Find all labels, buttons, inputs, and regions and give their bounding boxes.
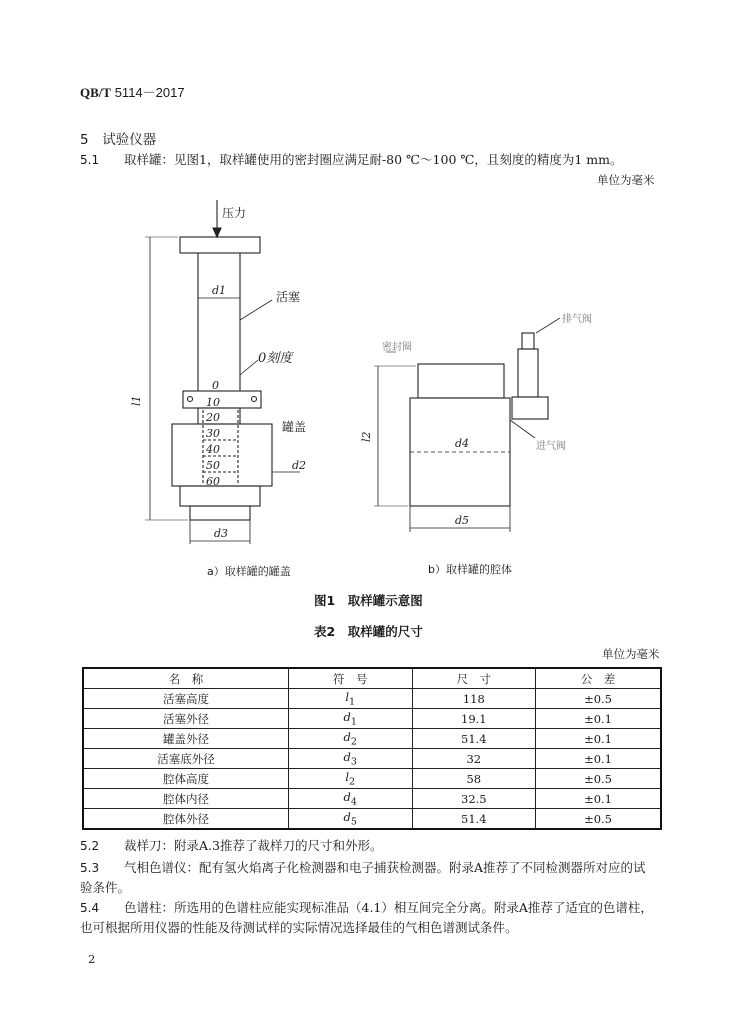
scale-0: 0 [212,379,219,392]
label-inlet: 进气阀 [536,441,566,452]
table-row [83,709,661,729]
scale-40: 40 [206,443,220,456]
label-zero-scale: 0刻度 [258,351,293,366]
cell-tolerance: ±0.5 [536,809,661,830]
paragraph-number: 5.2 [80,839,100,853]
caption-b: b）取样罐的腔体 [428,563,512,576]
label-d4: d4 [455,437,470,450]
page-number: 2 [88,952,96,966]
table-row [83,789,661,809]
cell-symbol: $d_2$ [288,729,412,749]
cell-symbol: $l_1$ [288,689,412,709]
unit-note-figure: 单位为毫米 [597,173,655,187]
table-title: 表2 取样罐的尺寸 [314,624,423,639]
cell-tolerance: ±0.5 [536,769,661,789]
scale-20: 20 [206,411,220,424]
piston-base [190,506,250,520]
header-name: 名 称 [83,668,288,689]
cell-symbol: $d_5$ [288,809,412,830]
paragraph-5-2 [80,836,664,856]
lid-flange [183,391,261,408]
cell-name: 活塞外径 [83,709,288,729]
standard-number: 5114－2017 [114,85,185,100]
cell-size: 51.4 [412,729,536,749]
cell-size: 118 [412,689,536,709]
table-row [83,729,661,749]
standard-prefix: QB/T [80,85,112,100]
paragraph-number: 5.3 [80,861,100,875]
caption-a: a）取样罐的罐盖 [207,565,291,578]
label-d2: d2 [292,459,307,472]
cell-tolerance: ±0.1 [536,729,661,749]
cell-name: 腔体内径 [83,789,288,809]
scale-50: 50 [206,459,220,472]
label-d3: d3 [214,527,229,540]
label-body-seal: 密封圈 [382,342,412,353]
table-row [83,689,661,709]
cell-size: 32 [412,749,536,769]
paragraph-text-cont: 也可根据所用仪器的性能及待测试样的实际情况选择最佳的气相色谱测试条件。 [80,920,518,935]
section-number: 5 [80,132,89,148]
cell-size: 51.4 [412,809,536,830]
body-top-lid [418,364,504,398]
paragraph-number: 5.4 [80,901,100,915]
piston-top-cap [180,237,260,253]
paragraph-number: 5.1 [80,153,100,167]
header-size: 尺 寸 [412,668,536,689]
figure-title: 图1 取样罐示意图 [314,593,423,608]
paragraph-5-3 [80,858,664,898]
valve-body [518,349,538,397]
cell-size: 58 [412,769,536,789]
cell-tolerance: ±0.5 [536,689,661,709]
pressure-arrow-head [213,228,221,237]
cell-symbol: $d_1$ [288,709,412,729]
cell-tolerance: ±0.1 [536,709,661,729]
paragraph-5-4 [80,898,664,938]
paragraph-text: 裁样刀：附录A.3推荐了裁样刀的尺寸和外形。 [124,838,383,853]
table-row [83,809,661,830]
paragraph-text-cont: 验条件。 [80,880,131,895]
dimensions-table [82,667,662,830]
cell-symbol: $d_4$ [288,789,412,809]
header-tolerance: 公 差 [536,668,661,689]
label-pressure: 压力 [222,206,247,220]
cell-symbol: $d_3$ [288,749,412,769]
header-symbol: 符 号 [288,668,412,689]
table-row [83,769,661,789]
cell-name: 活塞高度 [83,689,288,709]
paragraph-text: 色谱柱：所选用的色谱柱应能实现标准品（4.1）相互间完全分离。附录A推荐了适宜的色谱柱， [124,900,653,915]
lid-body [172,424,272,486]
cell-name: 腔体外径 [83,809,288,830]
label-l2: l2 [360,431,373,442]
label-l1: l1 [130,395,143,406]
cell-symbol: $l_2$ [288,769,412,789]
cell-size: 32.5 [412,789,536,809]
table-header-row [83,668,661,689]
label-d5: d5 [455,514,470,527]
cell-size: 19.1 [412,709,536,729]
section-title: 试验仪器 [102,132,157,148]
scale-60: 60 [206,475,220,488]
label-d1: d1 [212,284,227,297]
cell-name: 腔体高度 [83,769,288,789]
cell-tolerance: ±0.1 [536,789,661,809]
label-vent: 排气阀 [562,314,592,325]
unit-note-table: 单位为毫米 [602,647,660,661]
table-row [83,749,661,769]
paragraph-text: 气相色谱仪：配有氢火焰离子化检测器和电子捕获检测器。附录A推荐了不同检测器所对应的试 [124,860,646,875]
cell-tolerance: ±0.1 [536,749,661,769]
cell-name: 活塞底外径 [83,749,288,769]
scale-30: 30 [206,427,220,440]
label-lid: 罐盖 [282,420,307,434]
cell-name: 罐盖外径 [83,729,288,749]
scale-10: 10 [206,396,220,409]
paragraph-text: 取样罐：见图1，取样罐使用的密封圈应满足耐-80 ℃～100 ℃，且刻度的精度为1 mm。 [124,152,623,167]
label-piston: 活塞 [276,290,301,304]
